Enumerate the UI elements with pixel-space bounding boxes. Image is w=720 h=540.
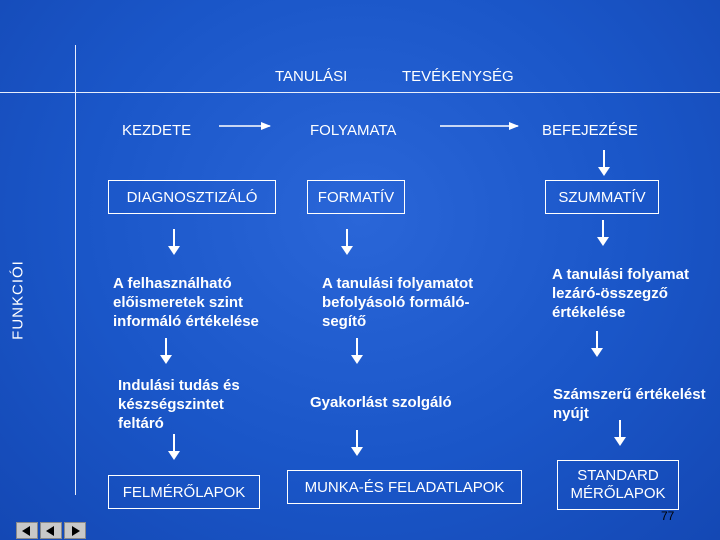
arrow-down <box>351 338 363 364</box>
col2-desc-line: segítő <box>322 313 367 330</box>
arrow-down <box>614 420 626 446</box>
home-icon[interactable] <box>40 522 62 539</box>
col2-purpose-line: Gyakorlást szolgáló <box>310 394 452 411</box>
col3-desc-line: A tanulási folyamat <box>552 266 689 283</box>
col1-purpose-line: készségszintet <box>118 396 224 413</box>
phase-start: KEZDETE <box>122 122 192 139</box>
forward-icon[interactable] <box>64 522 86 539</box>
phase-end: BEFEJEZÉSE <box>542 122 638 139</box>
arrow-down <box>597 220 609 246</box>
header-title-left: TANULÁSI <box>275 68 348 85</box>
arrow-down <box>598 150 610 176</box>
col3-purpose-line: Számszerű értékelést <box>553 386 706 403</box>
col2-desc-line: A tanulási folyamatot <box>322 275 474 292</box>
col1-desc-line: előismeretek szint <box>113 294 244 311</box>
arrow-down <box>341 229 353 255</box>
col1-desc-line: informáló értékelése <box>113 313 259 330</box>
col1-purpose-line: feltáró <box>118 415 164 432</box>
arrow-down <box>591 331 603 357</box>
arrow-down <box>351 430 363 456</box>
col2-desc-line: befolyásoló formáló- <box>322 294 470 311</box>
col3-desc-line: lezáró-összegző <box>552 285 668 302</box>
col3-desc-line: értékelése <box>552 304 626 321</box>
tool-label-col1: FELMÉRŐLAPOK <box>122 483 246 501</box>
col1-desc-line: A felhasználható <box>113 275 232 292</box>
arrow-down <box>168 229 180 255</box>
type-label-diagnostic: DIAGNOSZTIZÁLÓ <box>126 188 258 206</box>
page-number: 77 <box>661 509 675 523</box>
back-icon[interactable] <box>16 522 38 539</box>
side-label: FUNKCIÓI <box>9 260 27 340</box>
col3-purpose-line: nyújt <box>553 405 589 422</box>
phase-middle: FOLYAMATA <box>310 122 397 139</box>
arrow-down <box>160 338 172 364</box>
type-label-summative: SZUMMATÍV <box>558 188 646 206</box>
tool-label-col3-line: STANDARD <box>577 467 659 484</box>
arrow-down <box>168 434 180 460</box>
tool-label-col2: MUNKA-ÉS FELADATLAPOK <box>304 478 505 496</box>
type-label-formative: FORMATÍV <box>317 188 395 206</box>
col1-purpose-line: Indulási tudás és <box>118 377 240 394</box>
header-title-right: TEVÉKENYSÉG <box>402 68 514 85</box>
tool-label-col3-line: MÉRŐLAPOK <box>570 485 666 502</box>
